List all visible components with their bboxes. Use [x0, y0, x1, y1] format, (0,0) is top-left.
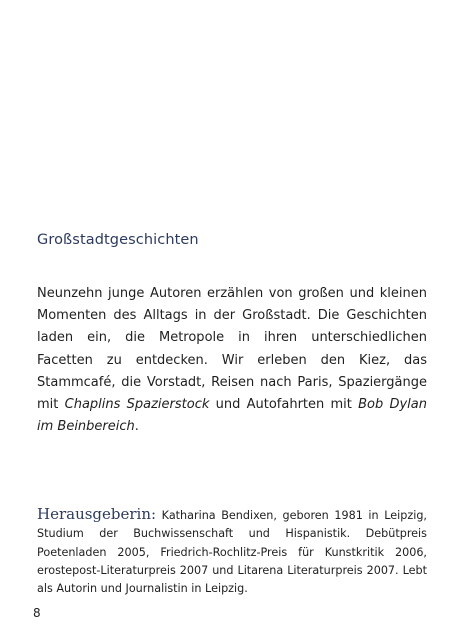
section-title: Großstadtgeschichten — [37, 232, 199, 248]
blurb-italic-title-2: Bob Dylan im Beinbereich — [37, 397, 427, 435]
blurb-italic-title-1: Chaplins Spazierstock — [64, 397, 210, 413]
editor-label: Herausgeberin: — [37, 505, 157, 523]
book-blurb — [37, 283, 427, 438]
editor-bio — [37, 505, 427, 598]
page-number: 8 — [33, 606, 41, 620]
blurb-text-2: und Autofahrten mit — [209, 397, 359, 413]
blurb-text-3: . — [134, 419, 139, 435]
blurb-text-1: Neunzehn junge Autoren erzählen von großen und kleinen Momenten des Alltags in der Großstadt. Die Geschichten laden ein, die Metropole in ihren unterschiedlichen Facetten zu entdecken. Wir erleben den Kiez, das Stammcafé, die Vorstadt, Reisen nach Paris, Spaziergänge mit — [37, 286, 427, 413]
editor-bio-text: Katharina Bendixen, geboren 1981 in Leipzig, Studium der Buchwissenschaft und Hispanistik. Debütpreis Poetenladen 2005, Friedrich-Rochlitz-Preis für Kunstkritik 2006, erostepost-Literaturpreis 2007 und Litarena Literaturpreis 2007. Lebt als Autorin und Journalistin in Leipzig. — [37, 509, 427, 596]
